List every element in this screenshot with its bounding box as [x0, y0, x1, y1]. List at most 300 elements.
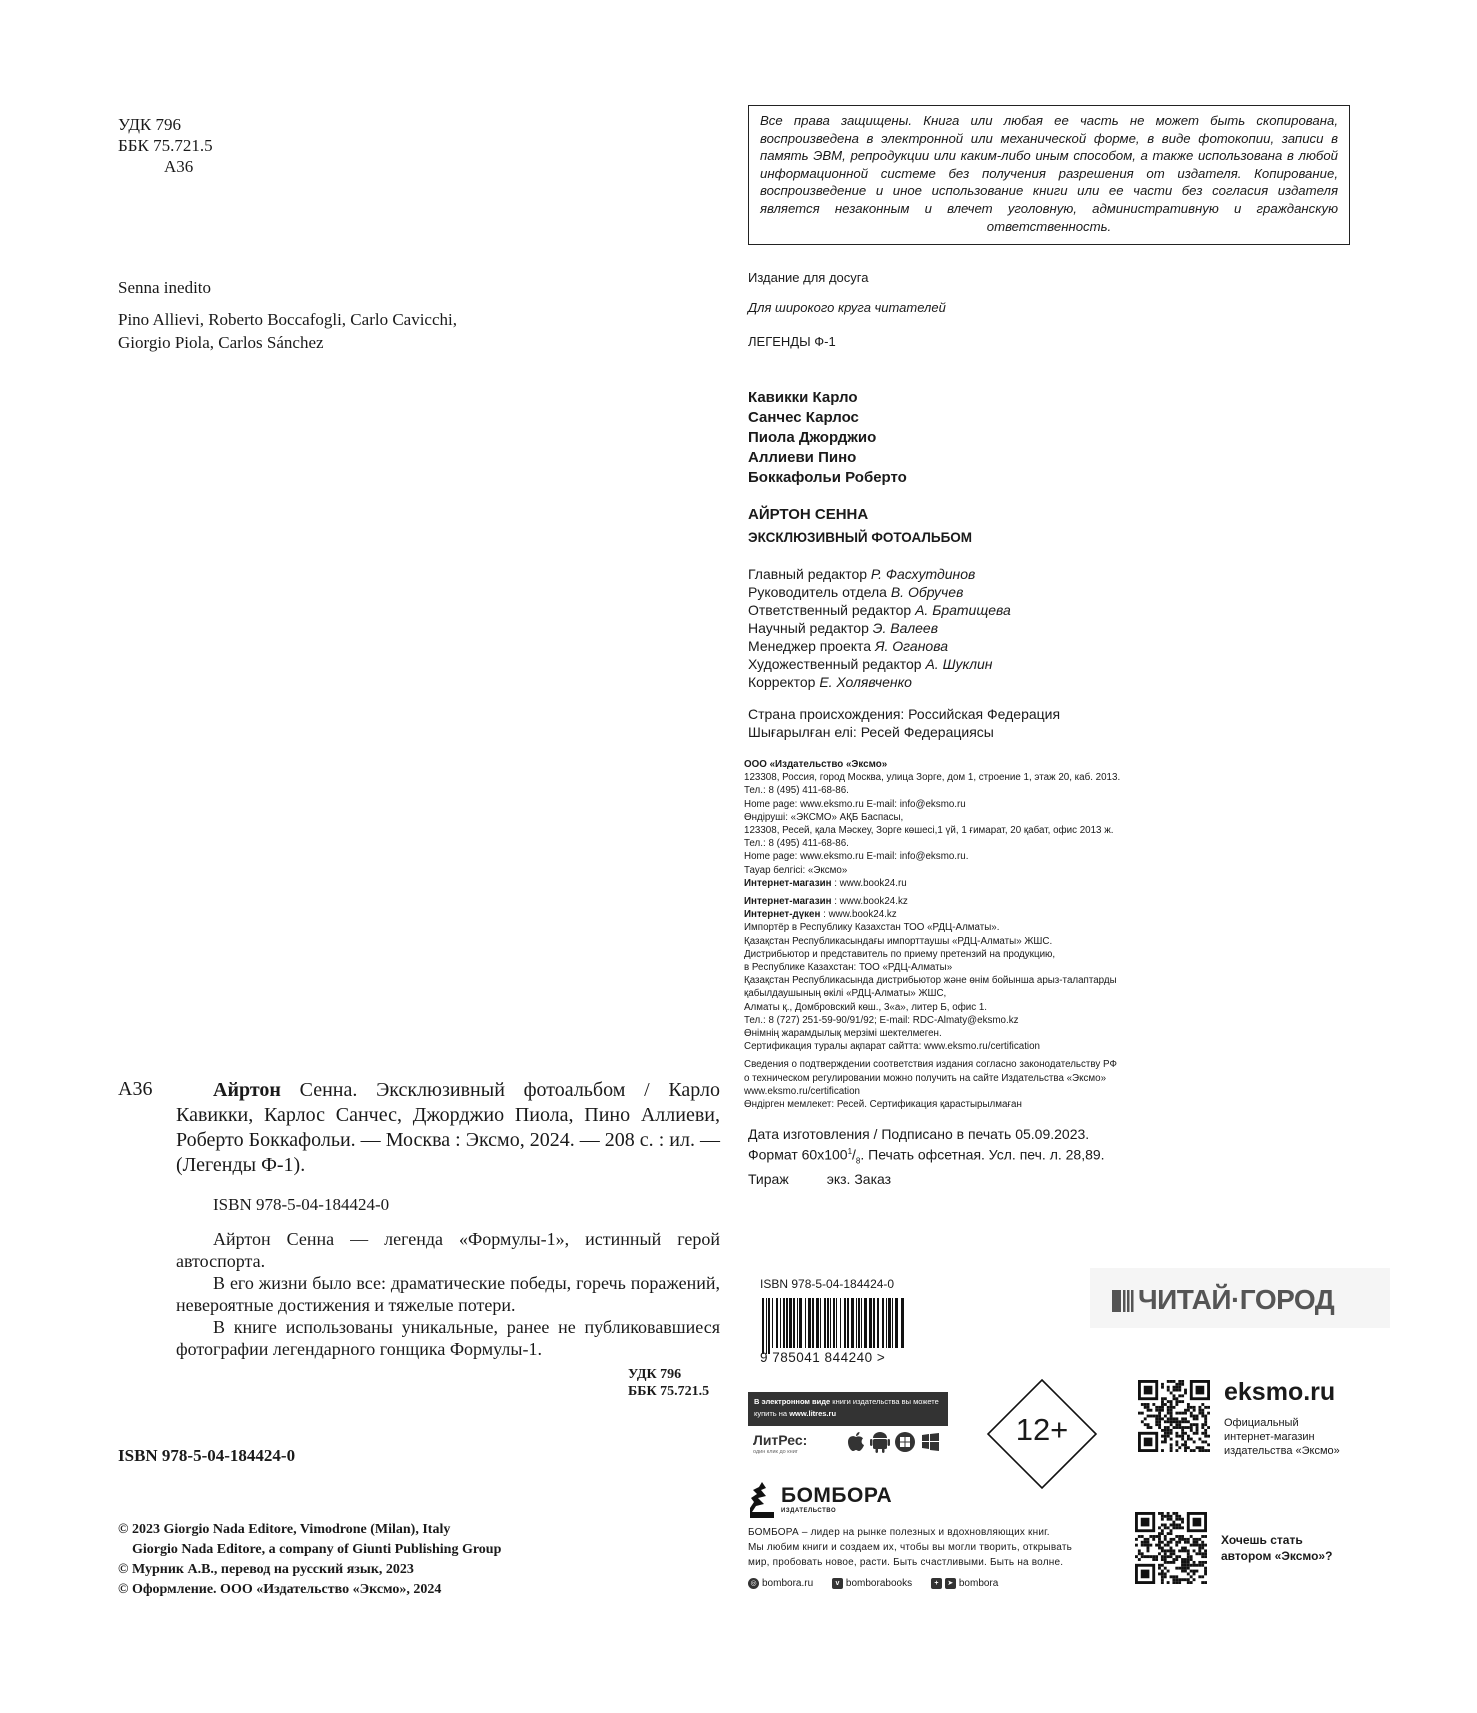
qr-module [1190, 1438, 1193, 1441]
qr-module [1187, 1409, 1190, 1412]
qr-module [1196, 1426, 1199, 1429]
qr-module [1144, 1538, 1147, 1541]
qr-module [1172, 1552, 1175, 1555]
vk-icon: v [832, 1578, 843, 1589]
qr-module [1204, 1423, 1207, 1426]
qr-module [1201, 1541, 1204, 1544]
publisher-line: в Республике Казахстан: ТОО «РДЦ-Алматы» [744, 962, 953, 974]
qr-module [1161, 1403, 1164, 1406]
qr-module [1198, 1406, 1201, 1409]
qr-module [1141, 1403, 1144, 1406]
qr-module [1178, 1446, 1181, 1449]
barcode-bar [793, 1298, 795, 1348]
qr-module [1207, 1443, 1210, 1446]
publisher-line: Интернет-дүкен : www.book24.kz [744, 909, 897, 921]
publisher-line: Тел.: 8 (495) 411-68-86. [744, 785, 849, 797]
qr-module [1164, 1572, 1167, 1575]
qr-module [1170, 1541, 1173, 1544]
qr-module [1204, 1432, 1207, 1435]
qr-module [1138, 1552, 1141, 1555]
qr-module [1172, 1578, 1175, 1581]
qr-module [1175, 1440, 1178, 1443]
qr-module [1167, 1420, 1170, 1423]
qr-module [1204, 1440, 1207, 1443]
qr-module [1175, 1535, 1178, 1538]
qr-module [1173, 1406, 1176, 1409]
qr-module [1193, 1572, 1196, 1575]
qr-module [1175, 1558, 1178, 1561]
qr-module [1175, 1575, 1178, 1578]
copyright-line: © 2023 Giorgio Nada Editore, Vimodrone (Milan), Italy [118, 1522, 451, 1537]
qr-module [1147, 1409, 1150, 1412]
original-authors-line: Giorgio Piola, Carlos Sánchez [118, 333, 324, 352]
udk-bottom-block [628, 1366, 709, 1400]
qr-module [1164, 1524, 1167, 1527]
qr-module [1187, 1561, 1190, 1564]
qr-module [1184, 1412, 1187, 1415]
qr-module [1167, 1555, 1170, 1558]
publisher-line: Тауар белгісі: «Эксмо» [744, 864, 848, 876]
qr-module [1181, 1432, 1184, 1435]
qr-module [1164, 1555, 1167, 1558]
qr-module [1172, 1581, 1175, 1584]
qr-module [1147, 1426, 1150, 1429]
qr-module [1187, 1567, 1190, 1570]
qr-module [1167, 1581, 1170, 1584]
qr-module [1147, 1549, 1150, 1552]
qr-module [1190, 1406, 1193, 1409]
publisher-line: Өндірген мемлекет: Ресей. Сертификация қарастырылмаған [744, 1099, 1022, 1111]
qr-module [1164, 1544, 1167, 1547]
android-icon [870, 1432, 890, 1453]
qr-module [1175, 1386, 1178, 1389]
qr-finder [1193, 1518, 1202, 1527]
windows-phone-icon [895, 1432, 915, 1452]
barcode-bar [772, 1298, 773, 1348]
qr-module [1201, 1423, 1204, 1426]
qr-module [1170, 1412, 1173, 1415]
litres-banner [748, 1392, 948, 1426]
qr-module [1164, 1535, 1167, 1538]
qr-module [1193, 1549, 1196, 1552]
qr-module [1164, 1426, 1167, 1429]
qr-module [1184, 1578, 1187, 1581]
qr-module [1161, 1400, 1164, 1403]
barcode-bar [861, 1298, 862, 1348]
qr-module [1178, 1389, 1181, 1392]
qr-module [1167, 1406, 1170, 1409]
qr-module [1161, 1581, 1164, 1584]
qr-module [1161, 1435, 1164, 1438]
qr-module [1181, 1578, 1184, 1581]
qr-module [1193, 1561, 1196, 1564]
staff-line: Научный редактор Э. Валеев [748, 620, 939, 636]
qr-module [1172, 1521, 1175, 1524]
qr-module [1178, 1426, 1181, 1429]
qr-module [1164, 1552, 1167, 1555]
qr-module [1135, 1555, 1138, 1558]
qr-module [1158, 1532, 1161, 1535]
qr-module [1172, 1575, 1175, 1578]
qr-module [1158, 1426, 1161, 1429]
copyright-block [118, 1520, 501, 1600]
qr-module [1178, 1526, 1181, 1529]
qr-module [1167, 1570, 1170, 1573]
qr-module [1201, 1581, 1204, 1584]
qr-module [1175, 1526, 1178, 1529]
qr-module [1149, 1535, 1152, 1538]
chitai-gorod-logo: ЧИТАЙ·ГОРОД [1138, 1284, 1335, 1315]
barcode-bar [786, 1298, 788, 1348]
qr-module [1178, 1386, 1181, 1389]
qr-module [1161, 1524, 1164, 1527]
barcode-bar [847, 1298, 849, 1348]
qr-module [1195, 1564, 1198, 1567]
qr-module [1161, 1529, 1164, 1532]
barcode-bar [864, 1298, 867, 1348]
barcode-bar [873, 1298, 875, 1348]
qr-module [1161, 1518, 1164, 1521]
qr-module [1141, 1552, 1144, 1555]
qr-module [1201, 1575, 1204, 1578]
qr-module [1178, 1541, 1181, 1544]
author-name: Кавикки Карло [748, 389, 858, 406]
qr-module [1201, 1564, 1204, 1567]
qr-module [1158, 1564, 1161, 1567]
series-name: ЛЕГЕНДЫ Ф-1 [748, 334, 836, 349]
qr-module [1181, 1429, 1184, 1432]
cta-line: Хочешь стать [1221, 1533, 1303, 1547]
qr-module [1190, 1575, 1193, 1578]
barcode-digits: 9 785041 844240 > [760, 1350, 886, 1365]
qr-module [1175, 1443, 1178, 1446]
qr-module [1198, 1438, 1201, 1441]
qr-finder [1144, 1386, 1153, 1395]
annotation-paragraph: В его жизни было все: драматические победы, горечь поражений, невероятные достижения и тяжелые потери. [176, 1273, 720, 1315]
qr-module [1181, 1521, 1184, 1524]
qr-module [1198, 1575, 1201, 1578]
publisher-line: Тел.: 8 (727) 251-59-90/91/92; E-mail: RDC-Almaty@eksmo.kz [744, 1014, 1019, 1026]
eksmo-desc-line: Официальный [1224, 1417, 1299, 1429]
barcode-bar [816, 1298, 819, 1348]
barcode-bar [886, 1298, 887, 1348]
qr-module [1147, 1403, 1150, 1406]
qr-module [1175, 1432, 1178, 1435]
staff-line: Менеджер проекта Я. Оганова [748, 638, 948, 654]
qr-module [1164, 1567, 1167, 1570]
qr-module [1150, 1409, 1153, 1412]
qr-module [1161, 1449, 1164, 1452]
origin-line: Страна происхождения: Российская Федерация [748, 706, 1061, 722]
qr-module [1201, 1544, 1204, 1547]
litres-tagline: один клик до книг [753, 1449, 798, 1455]
qr-module [1204, 1435, 1207, 1438]
audience: Для широкого круга читателей [748, 300, 946, 315]
qr-module [1170, 1420, 1173, 1423]
qr-module [1187, 1403, 1190, 1406]
qr-module [1204, 1535, 1207, 1538]
barcode-bar [780, 1298, 781, 1348]
qr-module [1178, 1383, 1181, 1386]
udk-code: УДК 796 [628, 1367, 682, 1382]
barcode-bar [789, 1298, 792, 1348]
qr-module [1164, 1432, 1167, 1435]
bombora-icon [748, 1482, 778, 1520]
qr-module [1164, 1429, 1167, 1432]
publisher-line: Өнімнің жарамдылық мерзімі шектелмеген. [744, 1028, 942, 1040]
qr-module [1175, 1426, 1178, 1429]
qr-module [1190, 1581, 1193, 1584]
qr-module [1161, 1440, 1164, 1443]
qr-module [1190, 1426, 1193, 1429]
qr-module [1170, 1432, 1173, 1435]
qr-module [1181, 1417, 1184, 1420]
qr-module [1144, 1417, 1147, 1420]
barcode-bar [762, 1298, 764, 1354]
original-authors-line: Pino Allievi, Roberto Boccafogli, Carlo Cavicchi, [118, 310, 457, 329]
qr-module [1184, 1567, 1187, 1570]
qr-module [1190, 1555, 1193, 1558]
qr-module [1184, 1558, 1187, 1561]
publisher-line: Алматы қ., Домбровский көш., 3«а», литер Б, офис 1. [744, 1001, 988, 1013]
qr-module [1193, 1564, 1196, 1567]
qr-module [1184, 1570, 1187, 1573]
qr-module [1175, 1515, 1178, 1518]
qr-finder [1141, 1570, 1150, 1579]
qr-module [1190, 1564, 1193, 1567]
barcode-bar [856, 1298, 857, 1348]
qr-module [1173, 1417, 1176, 1420]
print-date: Дата изготовления / Подписано в печать 05.09.2023. [748, 1126, 1090, 1142]
qr-module [1149, 1544, 1152, 1547]
qr-module [1141, 1544, 1144, 1547]
barcode-bar [799, 1298, 802, 1348]
qr-module [1164, 1538, 1167, 1541]
qr-module [1204, 1544, 1207, 1547]
qr-module [1144, 1423, 1147, 1426]
qr-module [1167, 1515, 1170, 1518]
qr-module [1175, 1581, 1178, 1584]
qr-module [1155, 1535, 1158, 1538]
qr-module [1167, 1412, 1170, 1415]
qr-module [1147, 1423, 1150, 1426]
qr-module [1173, 1426, 1176, 1429]
qr-module [1181, 1549, 1184, 1552]
qr-module [1207, 1435, 1210, 1438]
qr-module [1190, 1558, 1193, 1561]
qr-module [1144, 1403, 1147, 1406]
qr-module [1181, 1435, 1184, 1438]
udk-top-block [118, 114, 213, 177]
staff-line: Ответственный редактор А. Братищева [748, 602, 1011, 618]
qr-module [1152, 1555, 1155, 1558]
publisher-line: Тел.: 8 (495) 411-68-86. [744, 838, 849, 850]
qr-module [1181, 1438, 1184, 1441]
qr-module [1158, 1567, 1161, 1570]
telegram-icon: ➤ [945, 1578, 956, 1589]
staff-line: Корректор Е. Холявченко [748, 674, 912, 690]
qr-module [1167, 1541, 1170, 1544]
print-format: Формат $60x100^1/_8$. Печать офсетная. Усл. печ. л. 28,89. [748, 1146, 1105, 1166]
qr-module [1187, 1446, 1190, 1449]
litres-line: купить на www.litres.ru [754, 1409, 837, 1418]
qr-module [1204, 1417, 1207, 1420]
qr-module [1173, 1397, 1176, 1400]
qr-module [1193, 1538, 1196, 1541]
qr-module [1187, 1552, 1190, 1555]
qr-module [1184, 1426, 1187, 1429]
barcode-bar [827, 1298, 829, 1348]
qr-module [1173, 1420, 1176, 1423]
qr-module [1198, 1538, 1201, 1541]
bombora-logo: БОМБОРА [781, 1484, 893, 1507]
qr-module [1181, 1567, 1184, 1570]
qr-module [1181, 1518, 1184, 1521]
qr-module [1201, 1415, 1204, 1418]
qr-module [1198, 1412, 1201, 1415]
qr-module [1204, 1406, 1207, 1409]
qr-module [1164, 1561, 1167, 1564]
record-isbn: ISBN 978-5-04-184424-0 [213, 1195, 390, 1214]
eksmo-qr-code [1138, 1380, 1210, 1452]
qr-module [1175, 1555, 1178, 1558]
card-author-mark: А36 [118, 1078, 153, 1100]
qr-module [1198, 1552, 1201, 1555]
bombora-site-link[interactable]: ◎ bombora.ru [748, 1578, 813, 1589]
qr-module [1155, 1417, 1158, 1420]
qr-module [1158, 1409, 1161, 1412]
qr-module [1187, 1438, 1190, 1441]
qr-module [1155, 1423, 1158, 1426]
qr-module [1141, 1420, 1144, 1423]
copyright-line: © Мурник А.В., перевод на русский язык, 2023 [118, 1562, 414, 1577]
qr-module [1175, 1524, 1178, 1527]
qr-module [1167, 1432, 1170, 1435]
qr-module [1167, 1429, 1170, 1432]
qr-module [1196, 1429, 1199, 1432]
qr-module [1181, 1412, 1184, 1415]
qr-module [1204, 1555, 1207, 1558]
globe-icon: ◎ [748, 1578, 759, 1589]
barcode-bar [783, 1298, 785, 1348]
qr-module [1178, 1412, 1181, 1415]
bbk-code: ББК 75.721.5 [628, 1384, 710, 1399]
qr-module [1164, 1435, 1167, 1438]
qr-module [1184, 1443, 1187, 1446]
qr-module [1161, 1383, 1164, 1386]
rights-notice-box: Все права защищены. Книга или любая ее часть не может быть скопирована, воспроизведена в электронной или механической форме, в виде фотокопии, записи в память ЭВМ, репродукции или каким-либо иным способом, а также использована в любой информационной системе без получения разрешения от издателя. Копирование, воспроизведение и иное использование книги или ее части без согласия издателя является незаконным и влечет уголовную, административную и гражданскую ответственность. [748, 105, 1350, 245]
qr-module [1167, 1426, 1170, 1429]
qr-module [1204, 1420, 1207, 1423]
barcode-bar [888, 1298, 891, 1348]
qr-module [1141, 1535, 1144, 1538]
qr-module [1141, 1541, 1144, 1544]
cta-line: автором «Эксмо»? [1221, 1549, 1333, 1563]
qr-module [1147, 1406, 1150, 1409]
publisher-line: Дистрибьютор и представитель по приему претензий на продукцию, [744, 948, 1056, 960]
isbn-bold: ISBN 978-5-04-184424-0 [118, 1446, 296, 1465]
qr-module [1201, 1449, 1204, 1452]
qr-module [1155, 1415, 1158, 1418]
publisher-line: қабылдаушының өкілі «РДЦ-Алматы» ЖШС, [744, 988, 947, 1000]
qr-module [1161, 1555, 1164, 1558]
qr-module [1175, 1578, 1178, 1581]
qr-module [1144, 1555, 1147, 1558]
qr-module [1181, 1535, 1184, 1538]
barcode-bar [812, 1298, 814, 1348]
qr-module [1178, 1518, 1181, 1521]
publisher-line: Қазақстан Республикасындағы импорттаушы «РДЦ-Алматы» ЖШС. [744, 935, 1053, 947]
qr-module [1201, 1561, 1204, 1564]
qr-module [1193, 1406, 1196, 1409]
qr-module [1201, 1446, 1204, 1449]
qr-module [1175, 1417, 1178, 1420]
copyright-line: © Оформление. ООО «Издательство «Эксмо», 2024 [118, 1582, 442, 1597]
qr-module [1178, 1535, 1181, 1538]
qr-module [1193, 1432, 1196, 1435]
qr-module [1164, 1515, 1167, 1518]
qr-module [1170, 1529, 1173, 1532]
qr-module [1198, 1544, 1201, 1547]
apple-icon [848, 1432, 864, 1451]
qr-module [1184, 1561, 1187, 1564]
qr-module [1198, 1449, 1201, 1452]
qr-module [1184, 1389, 1187, 1392]
bombora-vk-link[interactable]: v bomborabooks [832, 1578, 912, 1589]
qr-module [1164, 1549, 1167, 1552]
qr-module [1181, 1380, 1184, 1383]
qr-module [1167, 1526, 1170, 1529]
qr-module [1138, 1558, 1141, 1561]
barcode-bar [776, 1298, 778, 1348]
barcode-bar [820, 1298, 821, 1348]
qr-module [1155, 1558, 1158, 1561]
qr-module [1164, 1420, 1167, 1423]
qr-module [1164, 1438, 1167, 1441]
qr-module [1170, 1409, 1173, 1412]
qr-module [1141, 1555, 1144, 1558]
qr-module [1178, 1524, 1181, 1527]
qr-module [1181, 1394, 1184, 1397]
qr-module [1187, 1538, 1190, 1541]
qr-module [1158, 1535, 1161, 1538]
qr-module [1170, 1575, 1173, 1578]
bombora-subtitle: ИЗДАТЕЛЬСТВО [781, 1508, 837, 1514]
qr-module [1184, 1417, 1187, 1420]
qr-module [1158, 1544, 1161, 1547]
qr-module [1207, 1449, 1210, 1452]
qr-module [1193, 1544, 1196, 1547]
qr-module [1178, 1549, 1181, 1552]
qr-module [1175, 1389, 1178, 1392]
publisher-line: 123308, Россия, город Москва, улица Зорге, дом 1, строение 1, этаж 20, каб. 2013. [744, 772, 1121, 784]
qr-module [1175, 1512, 1178, 1515]
barcode-bar [901, 1298, 904, 1348]
bombora-messenger-link[interactable]: + ➤ bombora [931, 1578, 998, 1589]
barcode-bar [808, 1298, 811, 1348]
qr-module [1187, 1572, 1190, 1575]
author-name: Санчес Карлос [748, 409, 859, 426]
qr-module [1170, 1429, 1173, 1432]
qr-module [1170, 1449, 1173, 1452]
qr-module [1164, 1575, 1167, 1578]
bombora-text-line: БОМБОРА – лидер на рынке полезных и вдохновляющих книг. [748, 1527, 1050, 1538]
author-name: Пиола Джорджио [748, 429, 877, 446]
qr-module [1181, 1383, 1184, 1386]
author-mark: А36 [164, 157, 194, 176]
qr-module [1172, 1526, 1175, 1529]
qr-finder [1141, 1518, 1150, 1527]
